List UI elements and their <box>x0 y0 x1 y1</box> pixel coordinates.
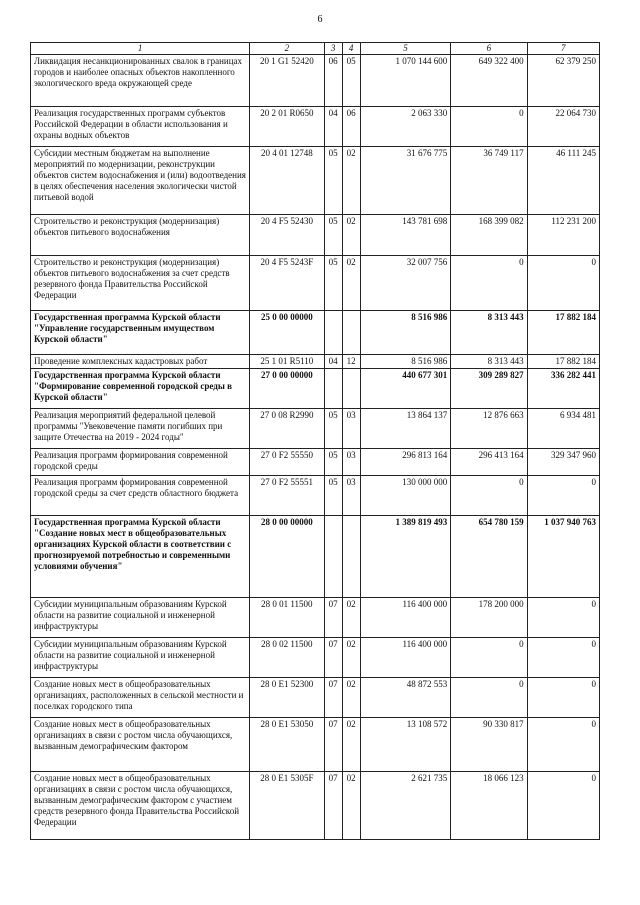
section-code: 04 <box>324 107 342 147</box>
table-row <box>31 215 600 256</box>
subsection-code: 02 <box>342 638 360 678</box>
section-code <box>324 516 342 598</box>
row-name: Государственная программа Курской области "Управление государственным имуществом Курской области" <box>31 311 250 355</box>
amount-year-2: 0 <box>451 256 527 311</box>
subsection-code: 02 <box>342 718 360 772</box>
amount-year-1: 1 070 144 600 <box>360 55 450 107</box>
column-number: 7 <box>527 43 599 55</box>
subsection-code: 02 <box>342 147 360 215</box>
target-code: 28 0 E1 5305F <box>250 772 324 840</box>
section-code: 05 <box>324 476 342 516</box>
amount-year-2: 12 876 663 <box>451 409 527 449</box>
target-code: 28 0 E1 53050 <box>250 718 324 772</box>
subsection-code: 02 <box>342 598 360 638</box>
section-code: 06 <box>324 55 342 107</box>
table-row <box>31 772 600 840</box>
section-code: 05 <box>324 256 342 311</box>
table-row <box>31 147 600 215</box>
table-row <box>31 476 600 516</box>
table-row <box>31 256 600 311</box>
target-code: 20 1 G1 52420 <box>250 55 324 107</box>
amount-year-2: 649 322 400 <box>451 55 527 107</box>
amount-year-3: 329 347 960 <box>527 449 599 476</box>
target-code: 20 4 F5 52430 <box>250 215 324 256</box>
amount-year-2: 178 200 000 <box>451 598 527 638</box>
subsection-code <box>342 311 360 355</box>
amount-year-3: 0 <box>527 718 599 772</box>
section-code: 05 <box>324 409 342 449</box>
table-body <box>31 55 600 840</box>
amount-year-3: 0 <box>527 476 599 516</box>
row-name: Ликвидация несанкционированных свалок в границах городов и наиболее опасных объектов накопленного экологического вреда окружающей среде <box>31 55 250 107</box>
amount-year-3: 17 882 184 <box>527 355 599 369</box>
amount-year-1: 13 864 137 <box>360 409 450 449</box>
target-code: 28 0 E1 52300 <box>250 678 324 718</box>
amount-year-1: 2 621 735 <box>360 772 450 840</box>
target-code: 28 0 00 00000 <box>250 516 324 598</box>
amount-year-3: 0 <box>527 772 599 840</box>
subsection-code: 12 <box>342 355 360 369</box>
column-number: 5 <box>360 43 450 55</box>
row-name: Реализация государственных программ субъектов Российской Федерации в области использования и охраны водных объектов <box>31 107 250 147</box>
subsection-code: 02 <box>342 678 360 718</box>
target-code: 27 0 08 R2990 <box>250 409 324 449</box>
subsection-code: 02 <box>342 772 360 840</box>
column-number: 4 <box>342 43 360 55</box>
amount-year-1: 8 516 986 <box>360 355 450 369</box>
table-row <box>31 638 600 678</box>
amount-year-3: 0 <box>527 678 599 718</box>
table-row <box>31 355 600 369</box>
row-name: Реализация программ формирования современной городской среды <box>31 449 250 476</box>
amount-year-1: 296 813 164 <box>360 449 450 476</box>
subsection-code: 02 <box>342 215 360 256</box>
row-name: Создание новых мест в общеобразовательных организациях в связи с ростом числа обучающихся, вызванным демографическим фактором <box>31 718 250 772</box>
amount-year-3: 62 379 250 <box>527 55 599 107</box>
row-name: Проведение комплексных кадастровых работ <box>31 355 250 369</box>
amount-year-3: 112 231 200 <box>527 215 599 256</box>
amount-year-3: 0 <box>527 598 599 638</box>
amount-year-2: 36 749 117 <box>451 147 527 215</box>
table-row <box>31 55 600 107</box>
amount-year-2: 0 <box>451 678 527 718</box>
row-name: Субсидии муниципальным образованиям Курской области на развитие социальной и инженерной инфраструктуры <box>31 598 250 638</box>
target-code: 28 0 02 11500 <box>250 638 324 678</box>
page-number: 6 <box>317 14 323 25</box>
subsection-code: 02 <box>342 256 360 311</box>
table-row <box>31 107 600 147</box>
row-name: Реализация программ формирования современной городской среды за счет средств областного бюджета <box>31 476 250 516</box>
subsection-code <box>342 516 360 598</box>
subsection-code <box>342 369 360 409</box>
target-code: 28 0 01 11500 <box>250 598 324 638</box>
target-code: 27 0 F2 55550 <box>250 449 324 476</box>
section-code: 05 <box>324 147 342 215</box>
target-code: 20 4 F5 5243F <box>250 256 324 311</box>
amount-year-3: 0 <box>527 256 599 311</box>
section-code: 07 <box>324 772 342 840</box>
subsection-code: 06 <box>342 107 360 147</box>
amount-year-1: 1 389 819 493 <box>360 516 450 598</box>
amount-year-2: 296 413 164 <box>451 449 527 476</box>
subsection-code: 05 <box>342 55 360 107</box>
subsection-code: 03 <box>342 449 360 476</box>
row-name: Субсидии местным бюджетам на выполнение мероприятий по модернизации, реконструкции объектов систем водоснабжения и (или) водоотведения в целях обеспечения населения экологически чистой питьевой водой <box>31 147 250 215</box>
row-name: Государственная программа Курской области "Формирование современной городской среды в Курской области" <box>31 369 250 409</box>
table-row <box>31 678 600 718</box>
section-code: 07 <box>324 638 342 678</box>
target-code: 20 2 01 R0650 <box>250 107 324 147</box>
row-name: Государственная программа Курской области "Создание новых мест в общеобразовательных организациях Курской области в соответствии с прогнозируемой потребностью и современными условиями обучения" <box>31 516 250 598</box>
section-code: 05 <box>324 449 342 476</box>
subsection-code: 03 <box>342 409 360 449</box>
row-name: Строительство и реконструкция (модернизация) объектов питьевого водоснабжения <box>31 215 250 256</box>
amount-year-3: 46 111 245 <box>527 147 599 215</box>
amount-year-3: 0 <box>527 638 599 678</box>
amount-year-2: 0 <box>451 476 527 516</box>
amount-year-1: 2 063 330 <box>360 107 450 147</box>
amount-year-2: 309 289 827 <box>451 369 527 409</box>
table-row <box>31 718 600 772</box>
section-code <box>324 369 342 409</box>
program-row <box>31 311 600 355</box>
column-number: 1 <box>31 43 250 55</box>
target-code: 20 4 01 12748 <box>250 147 324 215</box>
amount-year-2: 8 313 443 <box>451 311 527 355</box>
target-code: 25 0 00 00000 <box>250 311 324 355</box>
table-row <box>31 409 600 449</box>
amount-year-2: 90 330 817 <box>451 718 527 772</box>
target-code: 27 0 F2 55551 <box>250 476 324 516</box>
column-number: 3 <box>324 43 342 55</box>
target-code: 25 1 01 R5110 <box>250 355 324 369</box>
program-row <box>31 369 600 409</box>
amount-year-2: 654 780 159 <box>451 516 527 598</box>
section-code: 07 <box>324 718 342 772</box>
budget-table <box>30 42 600 840</box>
section-code: 04 <box>324 355 342 369</box>
table-row <box>31 598 600 638</box>
row-name: Создание новых мест в общеобразовательных организациях в связи с ростом числа обучающихся, вызванным демографическим фактором с участием средств резервного фонда Правительства Российской Федерации <box>31 772 250 840</box>
amount-year-2: 0 <box>451 107 527 147</box>
amount-year-1: 116 400 000 <box>360 638 450 678</box>
amount-year-1: 31 676 775 <box>360 147 450 215</box>
column-number: 2 <box>250 43 324 55</box>
amount-year-3: 6 934 481 <box>527 409 599 449</box>
amount-year-1: 143 781 698 <box>360 215 450 256</box>
amount-year-2: 0 <box>451 638 527 678</box>
amount-year-1: 32 007 756 <box>360 256 450 311</box>
amount-year-3: 1 037 940 763 <box>527 516 599 598</box>
column-number: 6 <box>451 43 527 55</box>
amount-year-1: 13 108 572 <box>360 718 450 772</box>
section-code: 07 <box>324 598 342 638</box>
amount-year-2: 168 399 082 <box>451 215 527 256</box>
subsection-code: 03 <box>342 476 360 516</box>
column-number-row <box>31 43 600 55</box>
amount-year-2: 8 313 443 <box>451 355 527 369</box>
table-row <box>31 449 600 476</box>
row-name: Создание новых мест в общеобразовательных организациях, расположенных в сельской местности и поселках городского типа <box>31 678 250 718</box>
section-code <box>324 311 342 355</box>
amount-year-3: 336 282 441 <box>527 369 599 409</box>
row-name: Строительство и реконструкция (модернизация) объектов питьевого водоснабжения за счет средств резервного фонда Правительства Российской Федерации <box>31 256 250 311</box>
program-row <box>31 516 600 598</box>
section-code: 05 <box>324 215 342 256</box>
amount-year-1: 8 516 986 <box>360 311 450 355</box>
amount-year-3: 17 882 184 <box>527 311 599 355</box>
amount-year-1: 130 000 000 <box>360 476 450 516</box>
amount-year-3: 22 064 730 <box>527 107 599 147</box>
target-code: 27 0 00 00000 <box>250 369 324 409</box>
section-code: 07 <box>324 678 342 718</box>
amount-year-1: 440 677 301 <box>360 369 450 409</box>
row-name: Субсидии муниципальным образованиям Курской области на развитие социальной и инженерной инфраструктуры <box>31 638 250 678</box>
row-name: Реализация мероприятий федеральной целевой программы "Увековечение памяти погибших при защите Отечества на 2019 - 2024 годы" <box>31 409 250 449</box>
amount-year-1: 48 872 553 <box>360 678 450 718</box>
amount-year-1: 116 400 000 <box>360 598 450 638</box>
amount-year-2: 18 066 123 <box>451 772 527 840</box>
